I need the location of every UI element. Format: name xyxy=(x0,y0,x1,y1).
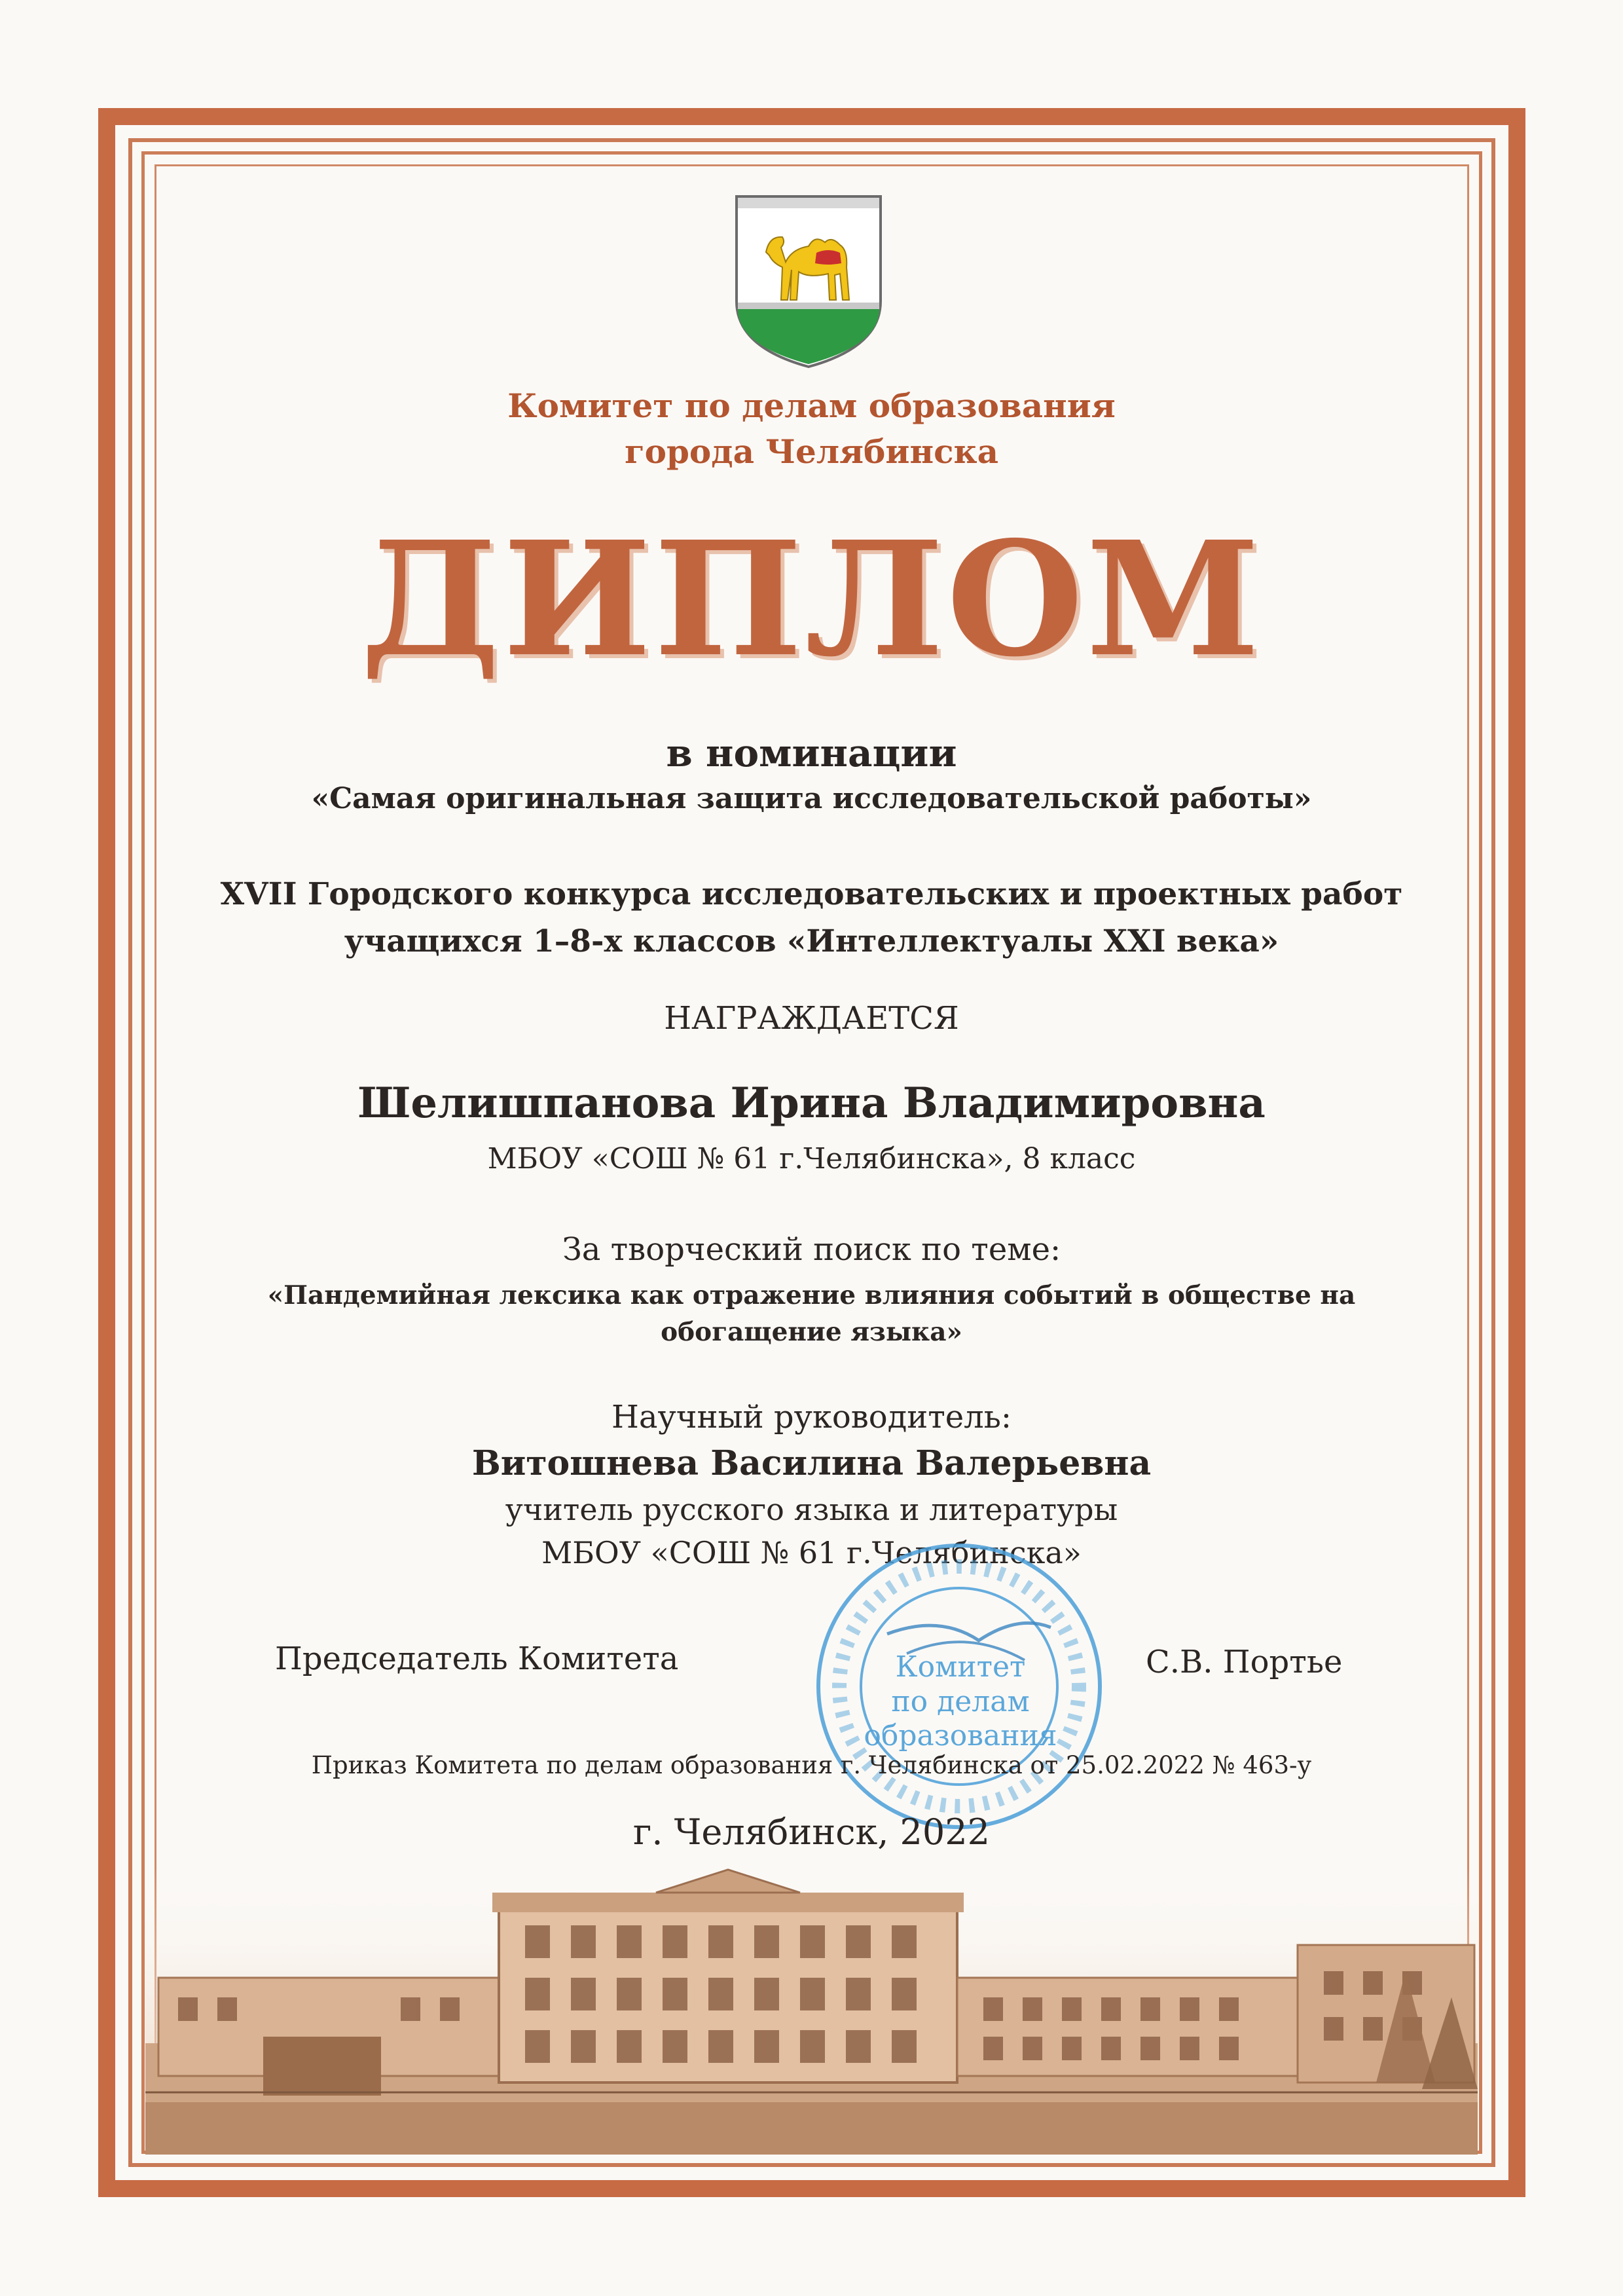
awarded-label: НАГРАЖДАЕТСЯ xyxy=(664,1000,959,1037)
order-reference: Приказ Комитета по делам образования г. Челябинска от 25.02.2022 № 463-у xyxy=(311,1751,1312,1779)
chairman-name: С.В. Портье xyxy=(1146,1644,1343,1680)
nomination-heading: в номинации xyxy=(666,731,957,775)
city-year: г. Челябинск, 2022 xyxy=(633,1811,990,1853)
contest-title xyxy=(0,871,1623,965)
official-stamp-icon xyxy=(809,1536,1110,1837)
diploma-title: ДИПЛОМ xyxy=(360,507,1263,692)
school-building-illustration xyxy=(145,1866,1478,2155)
stamp-text-line-2: по делам xyxy=(891,1685,1030,1718)
nomination-name: «Самая оригинальная защита исследовательской работы» xyxy=(311,782,1312,815)
committee-name xyxy=(0,383,1623,475)
topic-text: «Пандемийная лексика как отражение влияния событий в обществе на обогащение языка» xyxy=(267,1280,1356,1347)
topic-label: За творческий поиск по теме: xyxy=(562,1231,1061,1268)
committee-line-2: города Челябинска xyxy=(624,432,999,471)
student-name: Шелишпанова Ирина Владимировна xyxy=(357,1079,1266,1128)
stamp-text-line-1: Комитет xyxy=(895,1650,1026,1684)
contest-line-1: XVII Городского конкурса исследовательских и проектных работ xyxy=(220,876,1403,912)
contest-line-2: учащихся 1–8-х классов «Интеллектуалы XXI века» xyxy=(344,923,1279,959)
supervisor-label: Научный руководитель: xyxy=(611,1399,1012,1435)
supervisor-school: МБОУ «СОШ № 61 г.Челябинска» xyxy=(541,1535,1082,1570)
supervisor-position: учитель русского языка и литературы xyxy=(505,1492,1118,1527)
student-school: МБОУ «СОШ № 61 г.Челябинска», 8 класс xyxy=(487,1142,1136,1176)
stamp-text-line-3: образования xyxy=(864,1719,1057,1752)
supervisor-name: Витошнева Василина Валерьевна xyxy=(471,1443,1152,1483)
chairman-label: Председатель Комитета xyxy=(275,1640,679,1677)
chelyabinsk-coat-of-arms-icon xyxy=(730,190,887,370)
committee-line-1: Комитет по делам образования xyxy=(507,386,1116,425)
